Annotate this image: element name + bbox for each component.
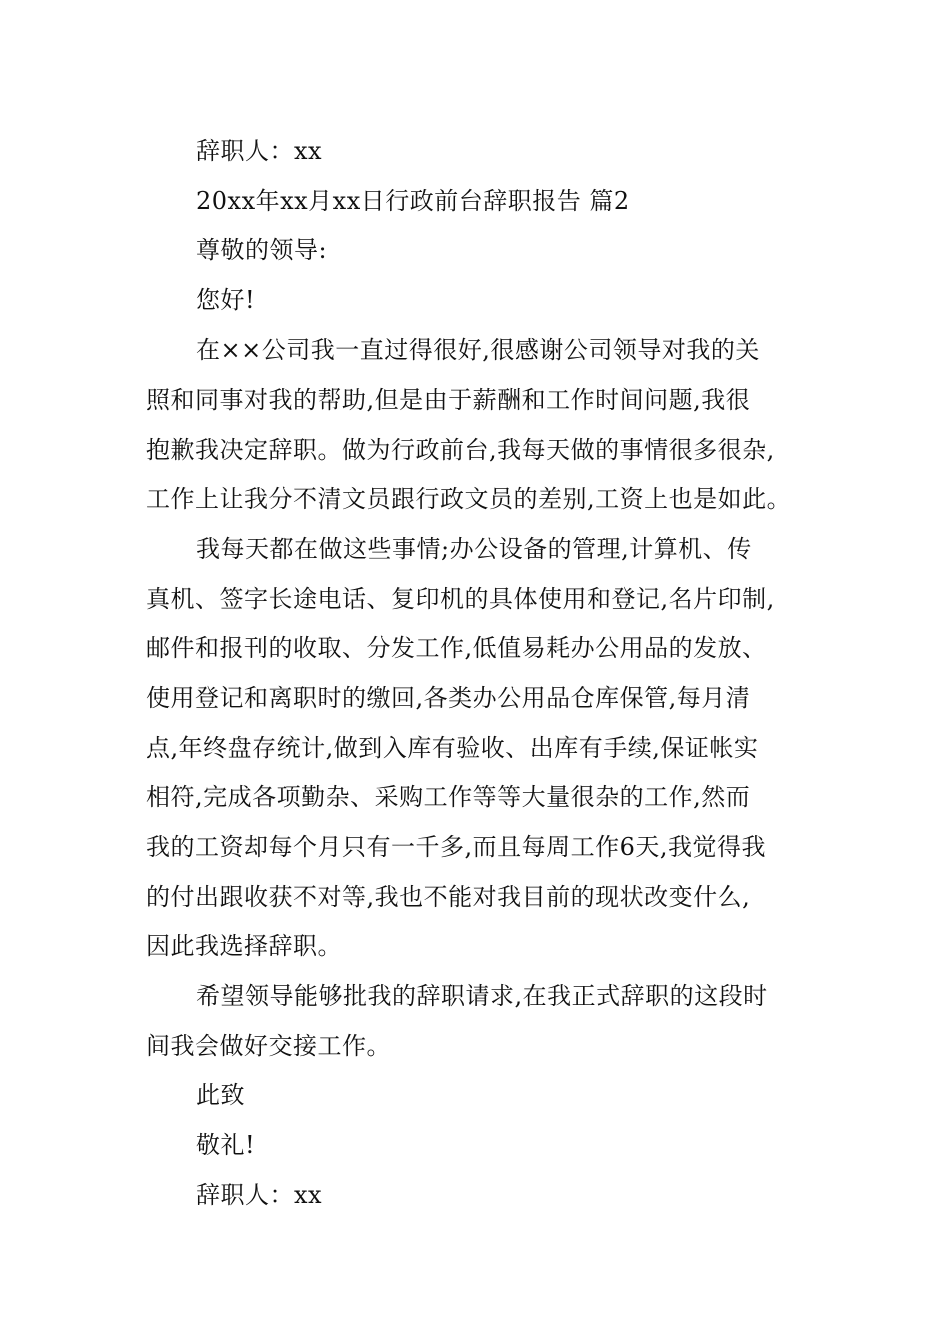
greeting: 您好! xyxy=(196,286,256,314)
paragraph-3-line-2: 间我会做好交接工作。 xyxy=(146,1032,391,1060)
closing-2: 敬礼! xyxy=(196,1131,256,1159)
paragraph-2-line-6: 相符,完成各项勤杂、采购工作等等大量很杂的工作,然而 xyxy=(146,783,751,811)
paragraph-2-line-9: 因此我选择辞职。 xyxy=(146,932,342,960)
paragraph-2-line-3: 邮件和报刊的收取、分发工作,低值易耗办公用品的发放、 xyxy=(146,634,767,662)
paragraph-1-line-3: 抱歉我决定辞职。做为行政前台,我每天做的事情很多很杂, xyxy=(146,436,775,464)
paragraph-1-line-4: 工作上让我分不清文员跟行政文员的差别,工资上也是如此。 xyxy=(146,485,792,513)
paragraph-2-line-2: 真机、签字长途电话、复印机的具体使用和登记,名片印制, xyxy=(146,585,775,613)
salutation: 尊敬的领导: xyxy=(196,236,328,264)
paragraph-2-line-8: 的付出跟收获不对等,我也不能对我目前的现状改变什么, xyxy=(146,883,751,911)
date-and-title-line: 20xx年xx月xx日行政前台辞职报告 篇2 xyxy=(196,187,630,215)
paragraph-2-line-7: 我的工资却每个月只有一千多,而且每周工作6天,我觉得我 xyxy=(146,833,767,861)
closing-1: 此致 xyxy=(196,1081,245,1109)
paragraph-1-line-1: 在××公司我一直过得很好,很感谢公司领导对我的关 xyxy=(196,336,760,364)
paragraph-2-line-4: 使用登记和离职时的缴回,各类办公用品仓库保管,每月清 xyxy=(146,684,751,712)
signature-line-2: 辞职人：xx xyxy=(196,1181,323,1209)
paragraph-2-line-5: 点,年终盘存统计,做到入库有验收、出库有手续,保证帐实 xyxy=(146,734,759,762)
paragraph-2-line-1: 我每天都在做这些事情;办公设备的管理,计算机、传 xyxy=(196,535,752,563)
paragraph-3-line-1: 希望领导能够批我的辞职请求,在我正式辞职的这段时 xyxy=(196,982,768,1010)
paragraph-1-line-2: 照和同事对我的帮助,但是由于薪酬和工作时间问题,我很 xyxy=(146,386,751,414)
signature-line: 辞职人：xx xyxy=(196,137,323,165)
